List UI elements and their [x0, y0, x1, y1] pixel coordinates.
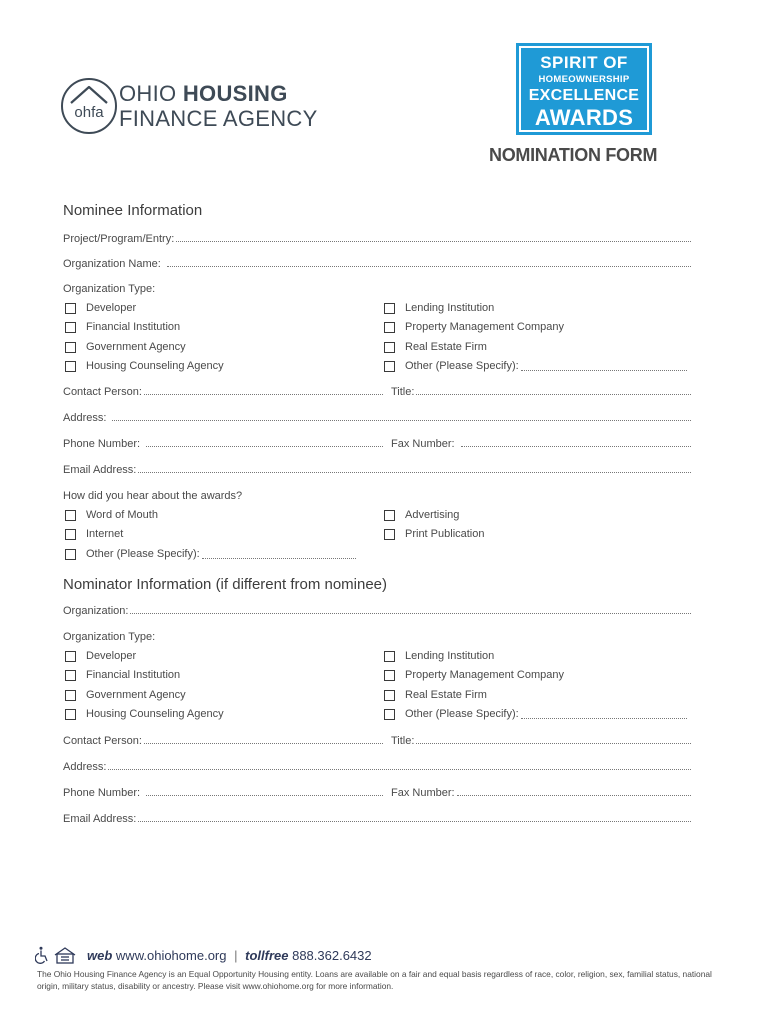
nominee-type-lending[interactable]	[384, 302, 494, 314]
nominator-email-input-line[interactable]	[138, 813, 691, 822]
contact-person-label: Contact Person:	[63, 386, 142, 398]
nominator-type-housing-counseling[interactable]	[65, 708, 224, 720]
phone-input-line[interactable]	[146, 438, 383, 447]
checkbox-label: Property Management Company	[405, 669, 564, 681]
checkbox-label: Developer	[86, 650, 137, 662]
email-label: Email Address:	[63, 464, 137, 476]
nominator-address-label: Address:	[63, 761, 107, 773]
checkbox[interactable]	[65, 549, 76, 560]
checkbox-label: Real Estate Firm	[405, 689, 487, 701]
checkbox-label: Housing Counseling Agency	[86, 708, 224, 720]
title-field[interactable]	[391, 386, 691, 398]
nominator-type-financial[interactable]	[65, 669, 180, 681]
checkbox-label: Property Management Company	[405, 321, 564, 333]
nominator-title-input-line[interactable]	[416, 735, 691, 744]
nominee-type-real-estate[interactable]	[384, 341, 487, 353]
checkbox-label: Real Estate Firm	[405, 341, 487, 353]
checkbox[interactable]	[384, 651, 395, 662]
awards-badge	[516, 43, 652, 135]
checkbox-label: Word of Mouth	[86, 509, 158, 521]
checkbox-label: Internet	[86, 528, 124, 540]
heard-about-label: How did you hear about the awards?	[63, 490, 243, 502]
nominator-type-real-estate[interactable]	[384, 689, 487, 701]
organization-name-label: Organization Name:	[63, 258, 161, 270]
checkbox[interactable]	[65, 303, 76, 314]
checkbox-label: Other (Please Specify):	[405, 360, 519, 372]
logo-mark-text: ohfa	[74, 104, 104, 121]
nominee-type-housing-counseling[interactable]	[65, 360, 224, 372]
nominator-address-field[interactable]	[63, 761, 691, 773]
badge-line-3: EXCELLENCE	[528, 87, 640, 104]
project-label: Project/Program/Entry:	[63, 233, 175, 245]
nominator-type-property-mgmt[interactable]	[384, 669, 564, 681]
address-label: Address:	[63, 412, 107, 424]
nominator-organization-label: Organization:	[63, 605, 129, 617]
nominee-type-property-mgmt[interactable]	[384, 321, 564, 333]
nominee-type-other[interactable]	[384, 360, 687, 372]
checkbox[interactable]	[384, 510, 395, 521]
title-label: Title:	[391, 386, 415, 398]
nominator-type-developer[interactable]	[65, 650, 136, 662]
checkbox-label: Developer	[86, 302, 137, 314]
nominator-other-input-line[interactable]	[521, 710, 687, 719]
agency-name-bold: HOUSING	[182, 81, 288, 106]
phone-label: Phone Number:	[63, 438, 141, 450]
heard-word-of-mouth[interactable]	[65, 509, 158, 521]
nominator-address-input-line[interactable]	[108, 761, 691, 770]
form-title: NOMINATION FORM	[489, 145, 658, 165]
nominee-type-government[interactable]	[65, 341, 186, 353]
nominator-email-label: Email Address:	[63, 813, 137, 825]
heard-advertising[interactable]	[384, 509, 459, 521]
checkbox-label: Advertising	[405, 509, 460, 521]
nominator-phone-input-line[interactable]	[146, 787, 383, 796]
checkbox-label: Financial Institution	[86, 321, 181, 333]
checkbox[interactable]	[384, 342, 395, 353]
badge-line-4: AWARDS	[534, 105, 634, 130]
nominator-phone-label: Phone Number:	[63, 787, 141, 799]
nominator-fax-label: Fax Number:	[391, 787, 455, 799]
nominator-contact-person-field[interactable]	[63, 735, 383, 747]
email-input-line[interactable]	[138, 464, 691, 473]
tollfree-number: 888.362.6432	[292, 948, 372, 963]
nominator-type-other[interactable]	[384, 708, 687, 720]
checkbox-label: Housing Counseling Agency	[86, 360, 224, 372]
ohfa-logo	[59, 76, 339, 136]
checkbox[interactable]	[65, 342, 76, 353]
checkbox[interactable]	[65, 510, 76, 521]
nominee-type-developer[interactable]	[65, 302, 136, 314]
fax-label: Fax Number:	[391, 438, 455, 450]
checkbox-label: Print Publication	[405, 528, 485, 540]
nominator-section-title: Nominator Information (if different from nominee)	[63, 576, 388, 593]
nominator-email-field[interactable]	[63, 813, 691, 825]
checkbox[interactable]	[384, 322, 395, 333]
contact-person-input-line[interactable]	[144, 386, 383, 395]
checkbox[interactable]	[65, 361, 76, 372]
nominee-section-title: Nominee Information	[63, 202, 203, 219]
checkbox-label: Lending Institution	[405, 650, 495, 662]
checkbox-label: Government Agency	[86, 689, 186, 701]
checkbox[interactable]	[65, 322, 76, 333]
organization-type-label: Organization Type:	[63, 283, 156, 295]
checkbox-label: Government Agency	[86, 341, 186, 353]
nominator-organization-input-line[interactable]	[130, 605, 691, 614]
fax-field[interactable]	[391, 438, 691, 450]
website-link[interactable]: www.ohiohome.org	[115, 948, 227, 963]
nominator-title-label: Title:	[391, 735, 415, 747]
checkbox[interactable]	[65, 651, 76, 662]
checkbox[interactable]	[384, 361, 395, 372]
project-field[interactable]	[63, 233, 691, 245]
nominator-organization-type-label: Organization Type:	[63, 631, 156, 643]
nominee-type-financial[interactable]	[65, 321, 180, 333]
checkbox[interactable]	[65, 529, 76, 540]
checkbox[interactable]	[384, 690, 395, 701]
footer-separator: |	[234, 948, 238, 963]
checkbox-label: Other (Please Specify):	[86, 548, 200, 560]
nominator-contact-person-input-line[interactable]	[144, 735, 383, 744]
tollfree-label: tollfree	[245, 948, 289, 963]
nominator-organization-field[interactable]	[63, 605, 691, 617]
organization-name-field[interactable]	[63, 258, 691, 270]
agency-name-light: OHIO	[119, 81, 183, 106]
checkbox-label: Lending Institution	[405, 302, 495, 314]
equal-housing-icon	[55, 948, 75, 963]
equal-opportunity-note: The Ohio Housing Finance Agency is an Equal Opportunity Housing entity. Loans are available on a fair and equal basis regardless of race, color, religion, sex, familial status, national origin, military status, disability or ancestry. Please visit www.ohiohome.org for more information.	[37, 969, 712, 991]
checkbox-label: Financial Institution	[86, 669, 181, 681]
checkbox[interactable]	[65, 709, 76, 720]
organization-name-input-line[interactable]	[167, 258, 691, 267]
footer-contact	[87, 948, 372, 963]
email-field[interactable]	[63, 464, 691, 476]
checkbox[interactable]	[384, 670, 395, 681]
footer-icons	[35, 946, 77, 964]
nominator-type-lending[interactable]	[384, 650, 494, 662]
badge-line-2: HOMEOWNERSHIP	[538, 74, 630, 85]
heard-internet[interactable]	[65, 528, 123, 540]
heard-print-publication[interactable]	[384, 528, 485, 540]
agency-name-line2: FINANCE AGENCY	[119, 106, 318, 131]
project-input-line[interactable]	[176, 233, 691, 242]
agency-name	[119, 81, 318, 131]
checkbox[interactable]	[384, 709, 395, 720]
badge-line-1: SPIRIT OF	[540, 53, 628, 72]
web-label: web	[87, 948, 113, 963]
checkbox-label: Other (Please Specify):	[405, 708, 519, 720]
checkbox[interactable]	[65, 670, 76, 681]
nominator-fax-input-line[interactable]	[457, 787, 691, 796]
address-input-line[interactable]	[112, 412, 691, 421]
contact-person-field[interactable]	[63, 386, 383, 398]
nominator-type-government[interactable]	[65, 689, 186, 701]
other-input-line[interactable]	[521, 362, 687, 371]
checkbox[interactable]	[384, 529, 395, 540]
nominator-contact-person-label: Contact Person:	[63, 735, 142, 747]
nominator-phone-field[interactable]	[63, 787, 383, 799]
fax-input-line[interactable]	[461, 438, 691, 447]
heard-other-input-line[interactable]	[202, 550, 356, 559]
ohfa-logo-icon	[59, 76, 119, 136]
checkbox[interactable]	[65, 690, 76, 701]
accessibility-icon	[35, 947, 47, 964]
nominator-fax-field[interactable]	[391, 787, 691, 799]
nominator-title-field[interactable]	[391, 735, 691, 747]
address-field[interactable]	[63, 412, 691, 424]
heard-other[interactable]	[65, 548, 356, 560]
checkbox[interactable]	[384, 303, 395, 314]
phone-field[interactable]	[63, 438, 383, 450]
title-input-line[interactable]	[416, 386, 691, 395]
